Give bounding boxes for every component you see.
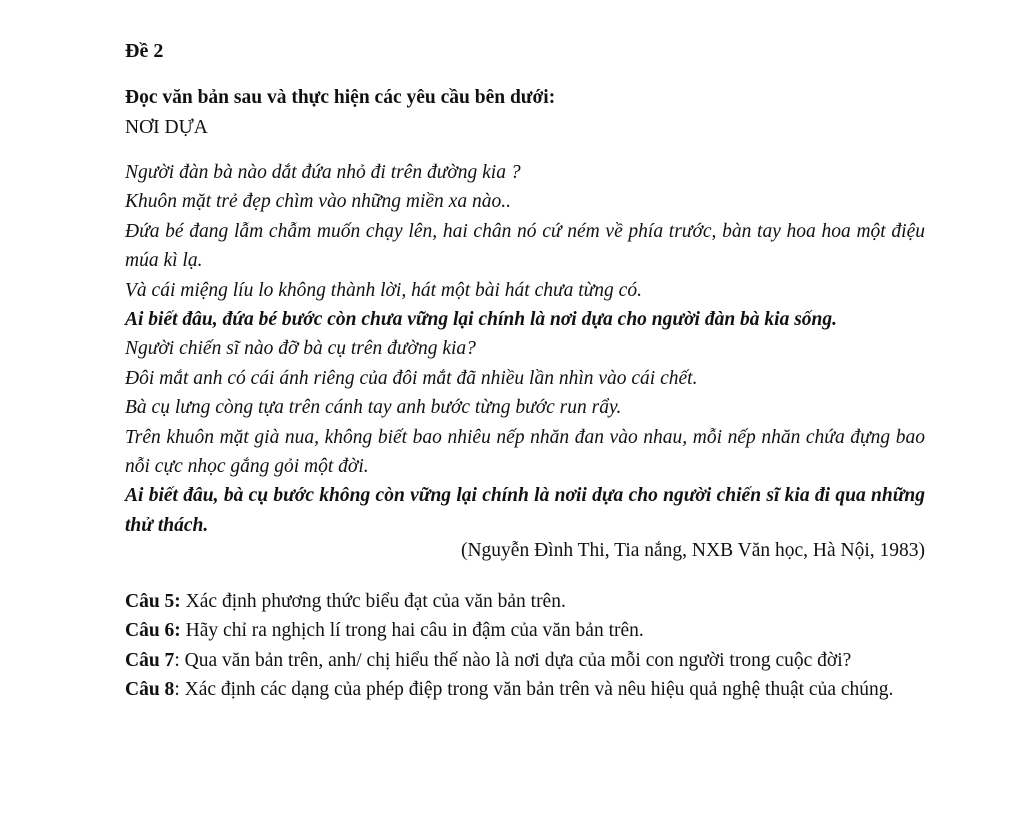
poem-title: NƠI DỰA (125, 117, 208, 138)
question-label: Câu 8 (125, 679, 175, 701)
poem-line: Khuôn mặt trẻ đẹp chìm vào những miền xa nào.. (125, 191, 511, 213)
poem-line: Người đàn bà nào dắt đứa nhỏ đi trên đường kia ? (125, 162, 521, 183)
question-item (125, 616, 925, 645)
poem-line: Đôi mắt anh có cái ánh riêng của đôi mắt đã nhiều lần nhìn vào cái chết. (125, 367, 698, 389)
instruction-heading: Đọc văn bản sau và thực hiện các yêu cầu bên dưới: (125, 87, 556, 108)
poem-line: Bà cụ lưng còng tựa trên cánh tay anh bước từng bước run rẩy. (125, 397, 622, 419)
question-item (125, 646, 925, 675)
poem-line-bold: Ai biết đâu, đứa bé bước còn chưa vững lại chính là nơi dựa cho người đàn bà kia sống. (125, 309, 838, 331)
question-list (125, 587, 925, 705)
poem-line: Người chiến sĩ nào đỡ bà cụ trên đường kia? (125, 338, 476, 360)
source-citation: (Nguyễn Đình Thi, Tia nắng, NXB Văn học, Hà Nội, 1983) (460, 540, 925, 561)
question-label: Câu 5: (125, 591, 181, 612)
question-text: Xác định phương thức biểu đạt của văn bản trên. (180, 591, 566, 612)
question-label: Câu 7 (125, 649, 175, 671)
exam-title: Đề 2 (125, 40, 164, 62)
question-item (125, 675, 925, 704)
question-label: Câu 6: (125, 620, 181, 642)
question-item (125, 587, 925, 616)
poem-line: Và cái miệng líu lo không thành lời, hát một bài hát chưa từng có. (125, 279, 642, 301)
poem-line: Trên khuôn mặt già nua, không biết bao nhiêu nếp nhăn đan vào nhau, mỗi nếp nhăn chứa đựng bao nỗi cực nhọc gắng gỏi một đời. (125, 426, 925, 478)
question-text: : Xác định các dạng của phép điệp trong văn bản trên và nêu hiệu quả nghệ thuật của chúng. (174, 679, 894, 701)
poem-body (125, 158, 925, 540)
poem-line: Đứa bé đang lẫm chẫm muốn chạy lên, hai chân nó cứ ném về phía trước, bàn tay hoa hoa một điệu múa kì lạ. (125, 220, 925, 272)
question-text: : Qua văn bản trên, anh/ chị hiểu thế nào là nơi dựa của mỗi con người trong cuộc đời? (174, 649, 852, 671)
question-text: Hãy chỉ ra nghịch lí trong hai câu in đậm của văn bản trên. (180, 620, 644, 642)
poem-line-bold: Ai biết đâu, bà cụ bước không còn vững lại chính là nơii dựa cho người chiến sĩ kia đi qua những thử thách. (125, 485, 925, 536)
